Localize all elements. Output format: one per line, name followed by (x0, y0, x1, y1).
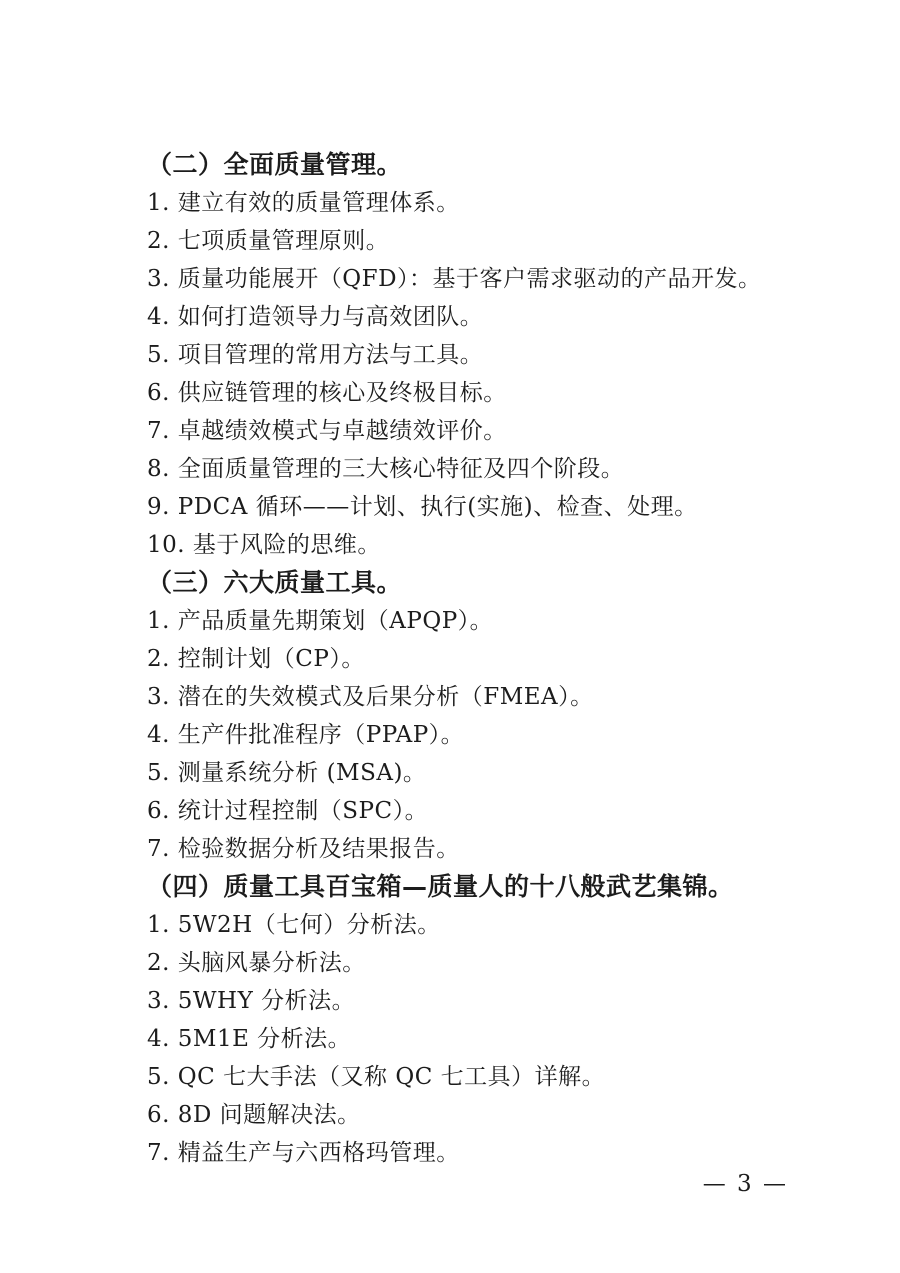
section-heading-six-tools: （三）六大质量工具。 (147, 568, 403, 597)
outline-item: 1. 建立有效的质量管理体系。 (147, 190, 460, 216)
outline-item: 3. 5WHY 分析法。 (147, 988, 356, 1014)
outline-item: 4. 如何打造领导力与高效团队。 (147, 304, 484, 330)
outline-item: 6. 8D 问题解决法。 (147, 1102, 361, 1128)
outline-item: 2. 头脑风暴分析法。 (147, 950, 366, 976)
outline-item: 3. 质量功能展开（QFD）：基于客户需求驱动的产品开发。 (147, 266, 762, 292)
section-heading-tqm: （二）全面质量管理。 (147, 150, 403, 179)
outline-item: 3. 潜在的失效模式及后果分析（FMEA）。 (147, 684, 594, 710)
outline-item: 5. 项目管理的常用方法与工具。 (147, 342, 484, 368)
outline-item: 2. 七项质量管理原则。 (147, 228, 390, 254)
outline-item: 8. 全面质量管理的三大核心特征及四个阶段。 (147, 456, 625, 482)
outline-item: 7. 精益生产与六西格玛管理。 (147, 1140, 460, 1166)
outline-item: 7. 卓越绩效模式与卓越绩效评价。 (147, 418, 507, 444)
outline-item: 10. 基于风险的思维。 (147, 532, 381, 558)
outline-item: 2. 控制计划（CP）。 (147, 646, 365, 672)
outline-item: 4. 5M1E 分析法。 (147, 1026, 352, 1052)
page-number: — 3 — (702, 1171, 788, 1197)
outline-item: 4. 生产件批准程序（PPAP）。 (147, 722, 465, 748)
outline-item: 5. 测量系统分析 (MSA)。 (147, 760, 427, 786)
section-heading-toolbox: （四）质量工具百宝箱—质量人的十八般武艺集锦。 (147, 872, 734, 901)
outline-item: 7. 检验数据分析及结果报告。 (147, 836, 460, 862)
outline-item: 1. 5W2H（七何）分析法。 (147, 912, 441, 938)
document-body (147, 146, 797, 1172)
outline-item: 6. 供应链管理的核心及终极目标。 (147, 380, 507, 406)
outline-item: 9. PDCA 循环——计划、执行(实施)、检查、处理。 (147, 494, 698, 520)
outline-item: 1. 产品质量先期策划（APQP）。 (147, 608, 494, 634)
outline-item: 5. QC 七大手法（又称 QC 七工具）详解。 (147, 1064, 606, 1090)
outline-item: 6. 统计过程控制（SPC）。 (147, 798, 429, 824)
